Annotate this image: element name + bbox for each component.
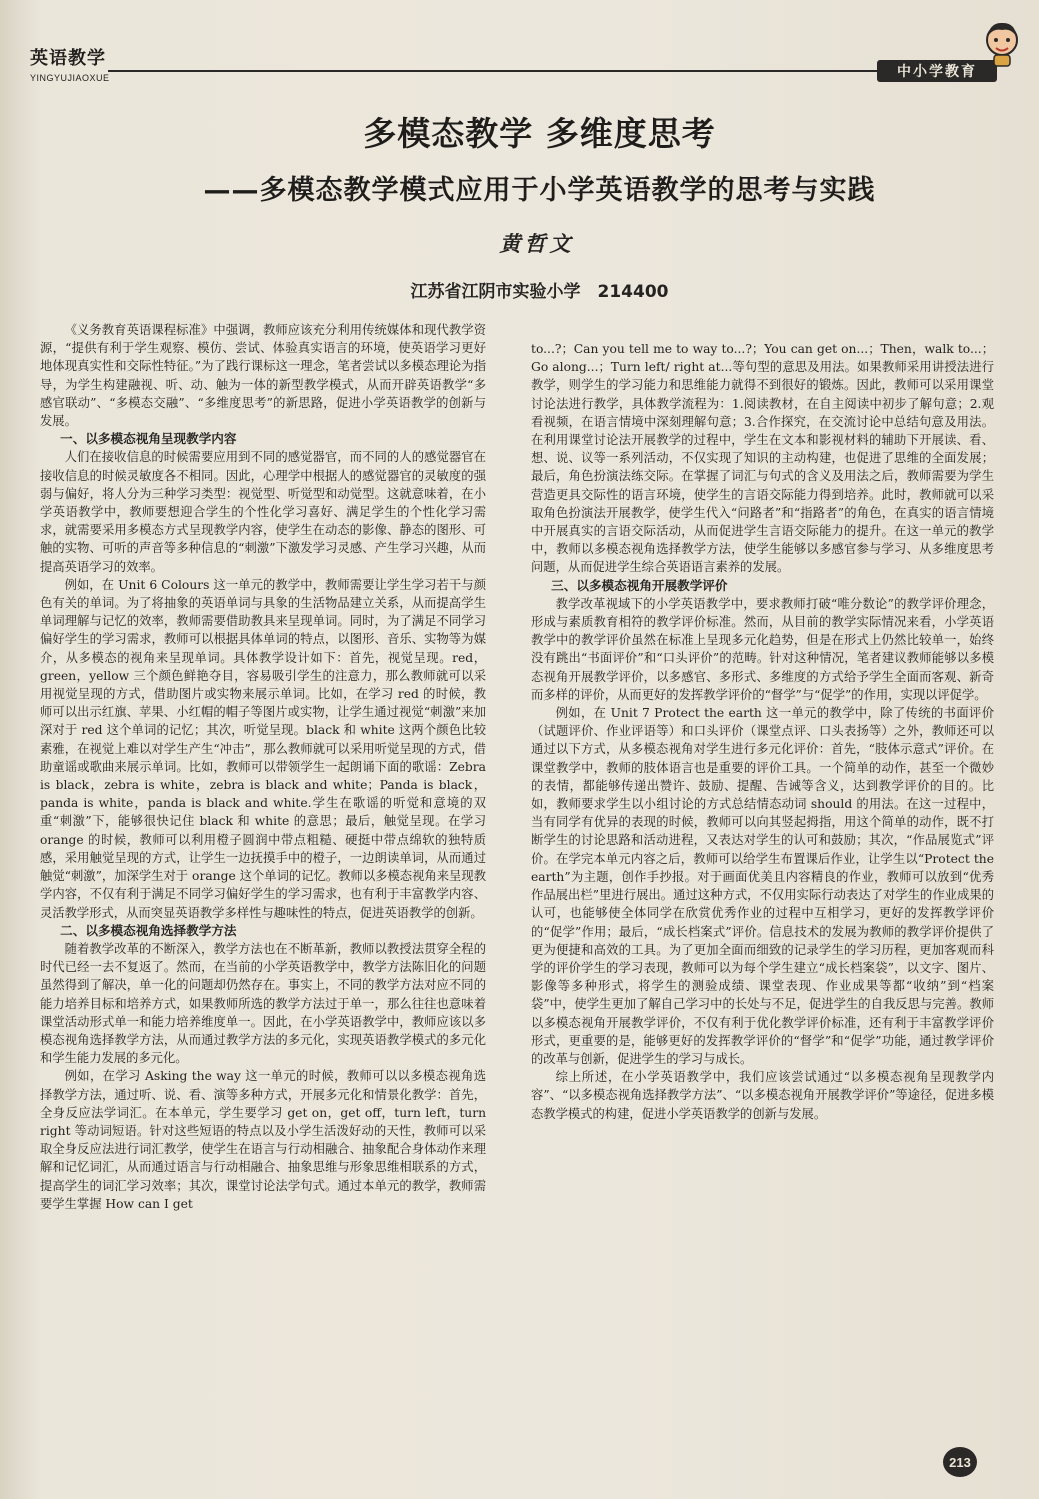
section-heading-1: 一、以多模态视角呈现教学内容 [60,431,237,447]
left-column [40,321,486,1213]
article-subtitle: ——多模态教学模式应用于小学英语教学的思考与实践 [203,175,876,206]
article-title: 多模态教学 多维度思考 [363,114,716,153]
running-header [30,44,110,83]
paragraph: 教学改革视域下的小学英语教学中，要求教师打破“唯分数论”的教学评价理念，形成与素质教育相符的教学评价标准。然而，从目前的教学实际情况来看，小学英语教学中的教学评价虽然在标准上呈现多元化趋势，但是在形式上仍然比较单一，始终没有跳出“书面评价”和“口头评价”的范畴。针对这种情况，笔者建议教师能够以多模态视角开展教学评价，以多感官、多形式、多维度的方式给予学生全面而客观、新奇而多样的评价，从而更好的发挥教学评价的“督学”与“促学”的作用，实现以评促学。 [531,596,994,702]
page-number: 213 [943,1447,977,1477]
author-name: 黄哲文 [499,231,575,256]
cartoon-mascot-icon [982,18,1022,68]
paragraph: 例如，在 Unit 6 Colours 这一单元的教学中，教师需要让学生学习若干与颜色有关的单词。为了将抽象的英语单词与具象的生活物品建立关系，从而提高学生单词理解与记忆的效率，教师需要借助教具来呈现单词。同时，为了满足不同学习偏好学生的学习需求，教师可以根据具体单词的特点，以图形、音乐、实物等为媒介，从多模态的视角来呈现单词。具体教学设计如下：首先，视觉呈现。red，green，yellow 三个颜色鲜艳夺目，容易吸引学生的注意力，那么教师就可以采用视觉呈现的方式，借助图片或实物来展示单词。比如，在学习 red 的时候，教师可以出示红旗、苹果、小红帽的帽子等图片或实物，让学生通过视觉“刺激”来加深对于 red 这个单词的记忆；其次，听觉呈现。black 和 white 这两个颜色比较素雅，在视觉上难以对学生产生“冲击”，那么教师就可以采用听觉呈现的方式，借助童谣或歌曲来展示单词。比如，教师可以带领学生一起朗诵下面的歌谣：Zebra is black，zebra is white，zebra is black and white；Panda is black，panda is white，panda is black and white.学生在歌谣的听觉和意境的双重“刺激”下，能够很快记住 black 和 white 的意思；最后，触觉呈现。在学习 orange 的时候，教师可以利用橙子圆润中带点粗糙、硬挺中带点绵软的独特质感，采用触觉呈现的方式，让学生一边抚摸手中的橙子，一边朗读单词，从而通过触觉“刺激”，加深学生对于 orange 这个单词的记忆。教师以多模态视角来呈现教学内容，不仅有利于满足不同学习偏好学生的学习需求，也有利于丰富教学内容、灵活教学形式，从而突显英语教学多样性与趣味性的特点，促进英语教学的创新。 [40,577,486,920]
right-column [531,340,994,1123]
paragraph-continued: to...?；Can you tell me to way to...?；You can get on...；Then，walk to...；Go along...；Turn left/ right at...等句型的意思及用法。如果教师采用讲授法进行教学，则学生的学习能力和思维能力就得不到很好的锻炼。因此，教师可以采用课堂讨论法进行教学，具体教学流程为：1.阅读教材，在自主阅读中初步了解句意；2.观看视频，在语言情境中深刻理解句意；3.合作探究，在交流讨论中总结句意及用法。在利用课堂讨论法开展教学的过程中，学生在文本和影视材料的辅助下开展读、看、想、说、议等一系列活动，不仅实现了知识的主动构建，也促进了思维的全面发展；最后，角色扮演法练交际。在掌握了词汇与句式的含义及用法之后，教师需要为学生营造更具交际性的语言环境，使学生的言语交际能力得到培养。此时，教师就可以采取角色扮演法开展教学，使学生代入“问路者”和“指路者”的角色，在真实的语言情境中开展真实的言语交际活动，从而促进学生言语交际能力的提升。在这一单元的教学中，教师以多模态视角选择教学方法，使学生能够以多感官参与学习、从多维度思考问题，从而促进学生综合英语语言素养的发展。 [531,342,994,575]
section-heading-3: 三、以多模态视角开展教学评价 [551,577,728,593]
section-label: 英语教学 [30,48,106,69]
section-pinyin: YINGYUJIAOXUE [30,73,110,83]
journal-badge: 中小学教育 [877,60,997,82]
paragraph: 例如，在 Unit 7 Protect the earth 这一单元的教学中，除了传统的书面评价（试题评价、作业评语等）和口头评价（课堂点评、口头表扬等）之外，教师还可以通过以下方式，从多模态视角对学生进行多元化评价：首先，“肢体示意式”评价。在课堂教学中，教师的肢体语言也是重要的评价工具。一个简单的动作，甚至一个微妙的表情，都能够传递出赞许、鼓励、提醒、告诫等含义，达到教学评价的目的。比如，教师要求学生以小组讨论的方式总结情态动词 should 的用法。在这一过程中，当有同学有优异的表现的时候，教师可以向其竖起拇指，用这个简单的动作，既不打断学生的讨论思路和活动进程，又表达对学生的认可和鼓励；其次，“作品展览式”评价。在学完本单元内容之后，教师可以给学生布置课后作业，让学生以“Protect the earth”为主题，创作手抄报。对于画面优美且内容精良的作业，教师可以放到“优秀作品展出栏”里进行展出。通过这种方式，不仅用实际行动表达了对学生的作业成果的认可，也能够使全体同学在欣赏优秀作业的过程中互相学习，更好的发挥教学评价的“促学”作用；最后，“成长档案式”评价。信息技术的发展为教师的教学评价提供了更为便捷和高效的工具。为了更加全面而细致的记录学生的学习历程，更加客观而科学的评价学生的学习表现，教师可以为每个学生建立“成长档案袋”，以文字、图片、影像等多种形式，将学生的测验成绩、课堂表现、作业成果等都“收纳”到“档案袋”中，使学生更加了解自己学习中的长处与不足，促进学生的自我反思与完善。教师以多模态视角开展教学评价，不仅有利于优化教学评价标准，还有利于丰富教学评价形式，更重要的是，能够更好的发挥教学评价的“督学”和“促学”功能，通过教学评价的改革与创新，促进学生的学习与成长。 [531,706,994,1066]
paragraph-intro: 《义务教育英语课程标准》中强调，教师应该充分利用传统媒体和现代教学资源，“提供有利于学生观察、模仿、尝试、体验真实语言的环境，使英语学习更好地体现真实性和交际性特征。”为了践行课标这一理念，笔者尝试以多模态理论为指导，为学生构建融视、听、动、触为一体的新型教学模式，从而开辟英语教学“多感官联动”、“多模态交融”、“多维度思考”的新思路，促进小学英语教学的创新与发展。 [40,323,486,429]
paragraph: 例如，在学习 Asking the way 这一单元的时候，教师可以以多模态视角选择教学方法，通过听、说、看、演等多种方式，开展多元化和情景化教学：首先，全身反应法学词汇。在本单元，学生要学习 get on，get off，turn left，turn right 等动词短语。针对这些短语的特点以及小学生活泼好动的天性，教师可以采取全身反应法进行词汇教学，使学生在语言与行动相融合、抽象配合身体动作来理解和记忆词汇，从而通过语言与行动相融合、抽象思维与形象思维相联系的方式，提高学生的词汇学习效率；其次，课堂讨论法学句式。通过本单元的教学，教师需要学生掌握 How can I get [40,1069,486,1211]
section-heading-2: 二、以多模态视角选择教学方法 [60,922,237,938]
paragraph: 人们在接收信息的时候需要应用到不同的感觉器官，而不同的人的感觉器官在接收信息的时候灵敏度各不相同。因此，心理学中根据人的感觉器官的灵敏度的强弱与偏好，将人分为三种学习类型：视觉型、听觉型和动觉型。这就意味着，在小学英语教学中，教师要想迎合学生的个性化学习喜好、满足学生的个性化学习需求，就需要采用多模态方式呈现教学内容，使学生在动态的影像、静态的图形、可触的实物、可听的声音等多种信息的“刺激”下激发学习灵感、产生学习兴趣，从而提高英语学习的效率。 [40,450,486,574]
author-affiliation: 江苏省江阴市实验小学 214400 [410,282,669,302]
paragraph-conclusion: 综上所述，在小学英语教学中，我们应该尝试通过“以多模态视角呈现教学内容”、“以多模态视角选择教学方法”、“以多模态视角开展教学评价”等途径，促进多模态教学模式的构建，促进小学英语教学的创新与发展。 [531,1070,994,1121]
header-rule [108,70,878,72]
paragraph: 随着教学改革的不断深入，教学方法也在不断革新，教师以教授法贯穿全程的时代已经一去不复返了。然而，在当前的小学英语教学中，教学方法陈旧化的问题虽然得到了解决，单一化的问题却仍然存在。事实上，不同的教学方法对应不同的能力培养目标和培养方式，如果教师所选的教学方法过于单一，那么往往也意味着课堂活动形式单一和能力培养维度单一。因此，在小学英语教学中，教师应该以多模态视角选择教学方法，从而通过教学方法的多元化，实现英语教学模式的多元化和学生能力发展的多元化。 [40,941,486,1066]
